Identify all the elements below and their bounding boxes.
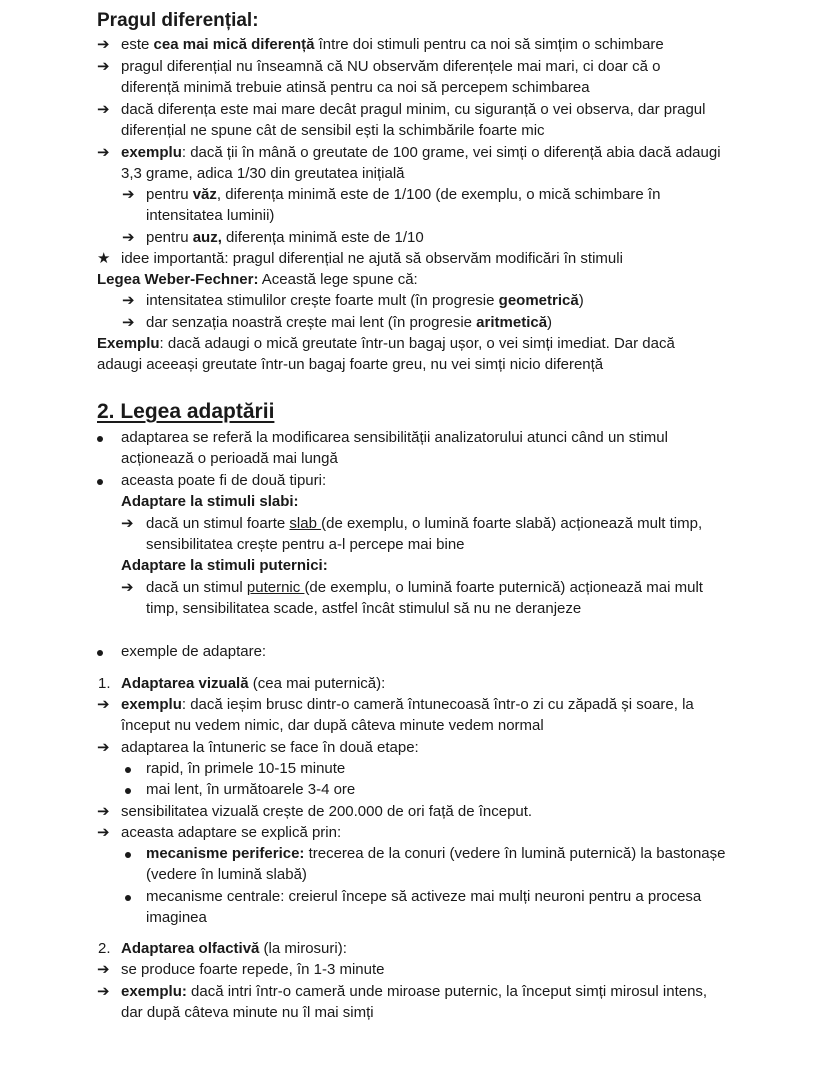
arrow-icon: ➔: [97, 58, 110, 75]
sub-list-item: rapid, în primele 10-15 minute: [146, 760, 346, 777]
arrow-icon: ➔: [122, 186, 135, 203]
bullet-icon: [97, 641, 103, 662]
arrow-icon: ➔: [97, 36, 110, 53]
list-item: pragul diferențial nu înseamnă că NU observăm diferențele mai mari, ci doar că o: [121, 58, 661, 75]
list-item: este cea mai mică diferență între doi stimuli pentru ca noi să simțim o schimbare: [121, 36, 664, 53]
subheading-visual: Adaptarea vizuală (cea mai puternică):: [121, 675, 386, 692]
list-item-cont: diferență minimă trebuie atinsă pentru ca noi să percepem schimbarea: [121, 79, 590, 96]
list-item: exemplu: dacă ieșim brusc dintr-o cameră întunecoasă într-o zi cu zăpadă și soare, la: [121, 696, 694, 713]
list-item: aceasta poate fi de două tipuri:: [121, 472, 327, 489]
arrow-icon: ➔: [97, 961, 110, 978]
arrow-icon: ➔: [97, 824, 110, 841]
list-item: exemple de adaptare:: [121, 643, 267, 660]
star-icon: ★: [97, 250, 111, 267]
arrow-icon: ➔: [121, 579, 134, 596]
numbered-marker: 1.: [98, 675, 111, 692]
list-item-cont: început nu vedem nimic, dar după câteva minute vedem normal: [121, 717, 544, 734]
arrow-icon: ➔: [97, 101, 110, 118]
bullet-icon: [125, 758, 131, 779]
important-note: idee importantă: pragul diferențial ne ajută să observăm modificări în stimuli: [121, 250, 623, 267]
subheading-strong: Adaptare la stimuli puternici:: [121, 557, 328, 574]
bullet-icon: [125, 843, 131, 864]
sub-list-item: intensitatea stimulilor crește foarte mult (în progresie geometrică): [146, 292, 584, 309]
list-item-cont: 3,3 grame, adica 1/30 din greutatea inițială: [121, 165, 405, 182]
sub-list-item: dar senzația noastră crește mai lent (în progresie aritmetică): [146, 314, 553, 331]
sub-list-item-cont: timp, sensibilitatea scade, astfel încât stimulul să nu ne deranjeze: [146, 600, 582, 617]
section-title-adaptare: 2. Legea adaptării: [97, 400, 275, 423]
list-item-cont: acționează o perioadă mai lungă: [121, 450, 338, 467]
sub-list-item: dacă un stimul puternic (de exemplu, o lumină foarte puternică) acționează mai mult: [146, 579, 703, 596]
bullet-icon: [125, 779, 131, 800]
sub-list-item: mecanisme periferice: trecerea de la conuri (vedere în lumină puternică) la bastonașe: [146, 845, 726, 862]
subheading-weak: Adaptare la stimuli slabi:: [121, 493, 299, 510]
sub-list-item-cont: intensitatea luminii): [146, 207, 275, 224]
arrow-icon: ➔: [97, 803, 110, 820]
arrow-icon: ➔: [97, 983, 110, 1000]
sub-list-item: pentru auz, diferența minimă este de 1/10: [146, 229, 424, 246]
arrow-icon: ➔: [121, 515, 134, 532]
list-item: aceasta adaptare se explică prin:: [121, 824, 342, 841]
list-item: sensibilitatea vizuală crește de 200.000 de ori față de început.: [121, 803, 533, 820]
sub-list-item: mecanisme centrale: creierul începe să activeze mai mulți neuroni pentru a procesa: [146, 888, 702, 905]
arrow-icon: ➔: [122, 292, 135, 309]
sub-list-item: pentru văz, diferența minimă este de 1/100 (de exemplu, o mică schimbare în: [146, 186, 661, 203]
sub-list-item: dacă un stimul foarte slab (de exemplu, o lumină foarte slabă) acționează mult timp,: [146, 515, 703, 532]
bullet-icon: [97, 470, 103, 491]
arrow-icon: ➔: [97, 739, 110, 756]
list-item: exemplu: dacă intri într-o cameră unde miroase puternic, la început simți mirosul intens,: [121, 983, 708, 1000]
sub-list-item: mai lent, în următoarele 3-4 ore: [146, 781, 356, 798]
arrow-icon: ➔: [97, 144, 110, 161]
arrow-icon: ➔: [122, 314, 135, 331]
list-item: adaptarea se referă la modificarea sensibilității analizatorului atunci când un stimul: [121, 429, 668, 446]
list-item-cont: dar după câteva minute nu îl mai simți: [121, 1004, 374, 1021]
list-item: dacă diferența este mai mare decât pragul minim, cu siguranță o vei observa, dar pragul: [121, 101, 706, 118]
sub-list-item-cont: imaginea: [146, 909, 207, 926]
section-title-prag: Pragul diferențial:: [97, 10, 259, 31]
bullet-icon: [125, 886, 131, 907]
arrow-icon: ➔: [97, 696, 110, 713]
sub-list-item-cont: (vedere în lumină slabă): [146, 866, 307, 883]
example-paragraph: Exemplu: dacă adaugi o mică greutate într-un bagaj ușor, o vei simți imediat. Dar dacă: [97, 335, 675, 352]
bullet-icon: [97, 427, 103, 448]
subheading-olfactory: Adaptarea olfactivă (la mirosuri):: [121, 940, 347, 957]
example-paragraph-cont: adaugi aceeași greutate într-un bagaj foarte greu, nu vei simți nicio diferență: [97, 356, 604, 373]
list-item-cont: diferențial ne spune cât de sensibil ești la schimbările foarte mic: [121, 122, 545, 139]
list-item: adaptarea la întuneric se face în două etape:: [121, 739, 419, 756]
list-item: se produce foarte repede, în 1-3 minute: [121, 961, 385, 978]
arrow-icon: ➔: [122, 229, 135, 246]
list-item: exemplu: dacă ții în mână o greutate de 100 grame, vei simți o diferență abia dacă adaugi: [121, 144, 721, 161]
sub-list-item-cont: sensibilitatea crește pentru a-l percepe mai bine: [146, 536, 465, 553]
numbered-marker: 2.: [98, 940, 111, 957]
weber-fechner-law: Legea Weber-Fechner: Această lege spune că:: [97, 271, 418, 288]
